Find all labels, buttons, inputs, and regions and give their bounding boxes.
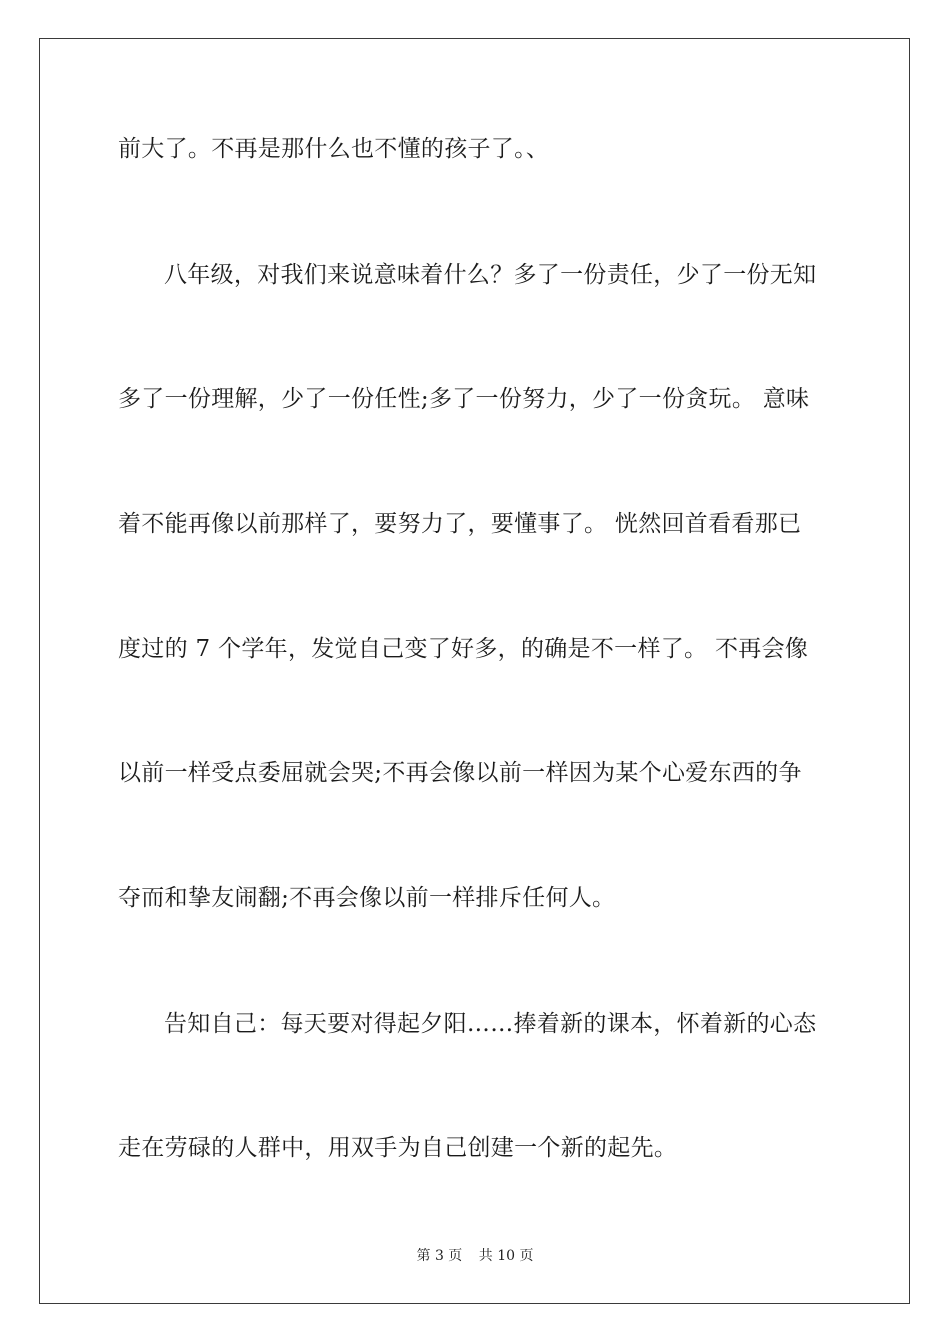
text-line: 度过的 7 个学年，发觉自己变了好多，的确是不一样了。 不再会像 [118, 636, 809, 662]
page-number: 第 3 页 [416, 1248, 463, 1264]
text-line: 多了一份理解，少了一份任性;多了一份努力，少了一份贪玩。 意味 [118, 386, 810, 412]
text-line: 前大了。不再是那什么也不懂的孩子了。、 [118, 136, 550, 162]
text-line: 夺而和挚友闹翻;不再会像以前一样排斥任何人。 [118, 885, 616, 911]
text-line: 走在劳碌的人群中，用双手为自己创建一个新的起先。 [118, 1135, 678, 1161]
text-line: 以前一样受点委屈就会哭;不再会像以前一样因为某个心爱东西的争 [118, 760, 802, 786]
page-total: 共 10 页 [478, 1248, 534, 1264]
page-border [39, 38, 910, 1304]
page-footer [0, 1246, 950, 1266]
paragraph-start-line: 告知自己：每天要对得起夕阳……捧着新的课本，怀着新的心态 [164, 1011, 817, 1037]
paragraph-start-line: 八年级，对我们来说意味着什么？多了一份责任，少了一份无知 [164, 262, 817, 288]
text-line: 着不能再像以前那样了，要努力了，要懂事了。 恍然回首看看那已 [118, 511, 802, 537]
